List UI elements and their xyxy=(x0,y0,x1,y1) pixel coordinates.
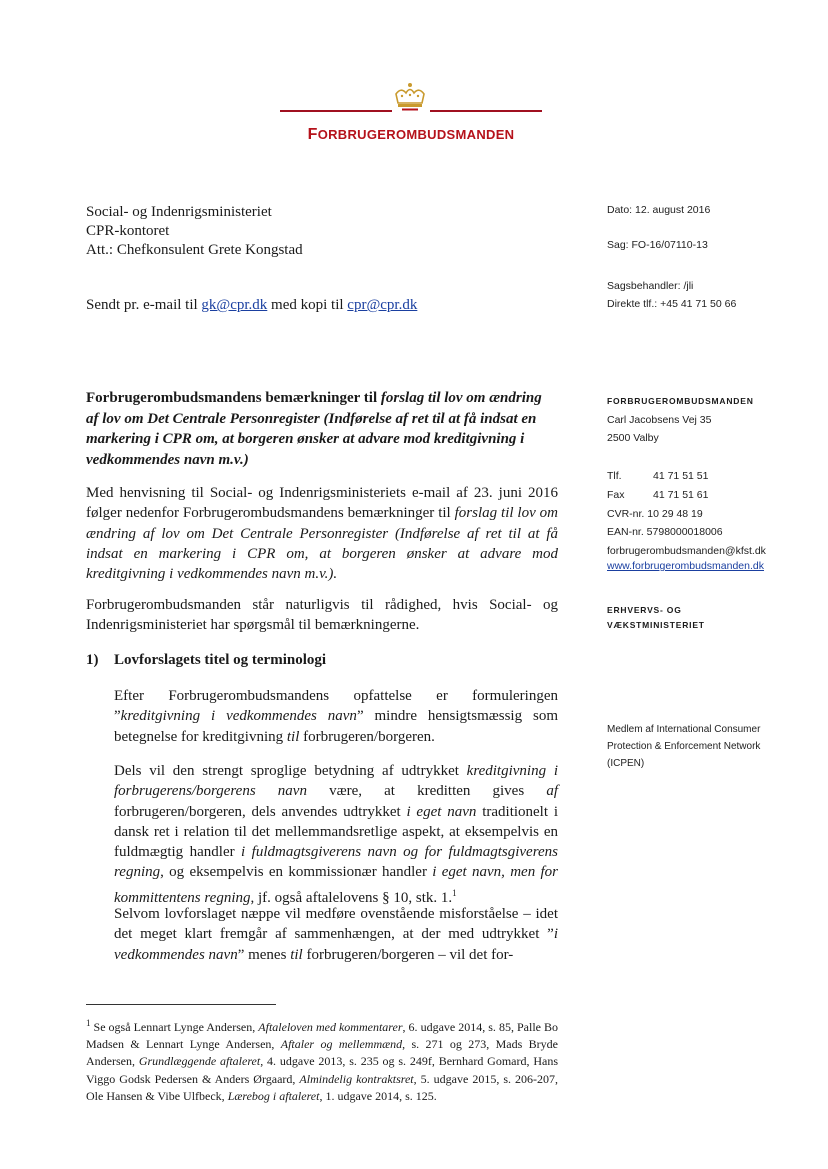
ministry-line-1: ERHVERVS- OG xyxy=(607,605,682,615)
paragraph-availability: Forbrugerombudsmanden står naturligvis til rådighed, hvis Social- og Indenrigsministeriet har spørgsmål til bemærkningerne. xyxy=(86,597,558,634)
ministry-line-2: VÆKSTMINISTERIET xyxy=(607,620,705,630)
recipient-line-2: CPR-kontoret xyxy=(86,223,170,239)
recipient-line-3: Att.: Chefkonsulent Grete Kongstad xyxy=(86,242,303,258)
forbrugerombudsmanden-logo xyxy=(280,82,542,152)
logo-rule-right xyxy=(430,110,542,112)
org-fax: Fax 41 71 51 61 xyxy=(607,489,709,501)
date: Dato: 12. august 2016 xyxy=(607,204,711,216)
recipient-line-1: Social- og Indenrigsministeriet xyxy=(86,204,272,220)
logo-rule-left xyxy=(280,110,392,112)
footnote-1: $^1$ Se også Lennart Lynge Andersen, Aftaleloven med kommentarer, 6. udgave 2014, s. 85, Palle Bo Madsen & Lennart Lynge Andersen, Aftaler og mellemmænd, s. 271 og 273, Mads Bryde Andersen, Grundlæggende aftaleret, 4. udgave 2013, s. 235 og s. 249f, Bernhard Gomard, Hans Viggo Godsk Pedersen & Anders Ørgaard, Almindelig kontraktsret, 5. udgave 2015, s. 206-207, Ole Hansen & Vibe Ulfbeck, Lærebog i aftaleret, 1. udgave 2014, s. 125. xyxy=(86,1018,559,1103)
letter-title: Forbrugerombudsmandens bemærkninger til forslag til lov om ændring af lov om Det Centrale Personregister (Indførelse af ret til at få indsat en markering i CPR om, at borgeren ønsker at advare mod kreditgivning i vedkommendes navn m.v.) xyxy=(86,390,542,468)
case-number: Sag: FO-16/07110-13 xyxy=(607,239,708,251)
paragraph-reference: Med henvisning til Social- og Indenrigsministeriets e-mail af 23. juni 2016 følger nedenfor Forbrugerombudsmandens bemærkninger til forslag til lov om ændring af lov om Det Centrale Personregister (Indførelse af ret til at få indsat en markering i CPR om, at borgeren ønsker at advare mod kreditgivning i vedkommendes navn m.v.). xyxy=(86,485,558,583)
org-email: forbrugerombudsmanden@kfst.dk xyxy=(607,545,766,557)
org-cvr: CVR-nr. 10 29 48 19 xyxy=(607,508,703,520)
org-name: FORBRUGEROMBUDSMANDEN xyxy=(607,396,754,406)
recipient-address xyxy=(86,203,303,260)
org-ean: EAN-nr. 5798000018006 xyxy=(607,526,723,538)
footnote-ref: 1 xyxy=(452,887,457,898)
icpen-line-3: (ICPEN) xyxy=(607,758,645,769)
section-heading-1: 1) Lovforslagets titel og terminologi xyxy=(86,652,327,668)
org-phone: Tlf. 41 71 51 51 xyxy=(607,470,709,482)
email-link-cpr[interactable]: cpr@cpr.dk xyxy=(347,297,418,313)
org-street: Carl Jacobsens Vej 35 xyxy=(607,414,712,426)
org-city: 2500 Valby xyxy=(607,432,659,444)
crown-icon xyxy=(392,82,428,112)
paragraph-misunderstanding: Selvom lovforslaget næppe vil medføre ovenstående misforståelse – idet det meget klart fremgår af sammenhængen, at der med udtrykket ”i vedkommendes navn” menes til forbrugeren/borgeren – vil det for- xyxy=(114,906,558,963)
email-link-gk[interactable]: gk@cpr.dk xyxy=(201,297,268,313)
org-website-link[interactable]: www.forbrugerombudsmanden.dk xyxy=(607,560,764,572)
paragraph-terminology: Efter Forbrugerombudsmandens opfattelse er formuleringen ”kreditgivning i vedkommendes navn” mindre hensigtsmæssig som betegnelse for kreditgivning til forbrugeren/borgeren. xyxy=(114,688,558,745)
icpen-line-1: Medlem af International Consumer xyxy=(607,724,761,735)
sent-by-email-line: Sendt pr. e-mail til gk@cpr.dk med kopi til cpr@cpr.dk xyxy=(86,297,418,313)
brand-wordmark: FORBRUGEROMBUDSMANDEN xyxy=(307,126,515,143)
case-handler: Sagsbehandler: /jli xyxy=(607,280,694,292)
paragraph-meaning: Dels vil den strengt sproglige betydning af udtrykket kreditgivning i forbrugerens/borgerens navn være, at kreditten gives af forbrugeren/borgeren, dels anvendes udtrykket i eget navn traditionelt i dansk ret i relation til det mellemmandsretlige aspekt, at eksempelvis en fuldmægtig handler i fuldmagtsgiverens navn og for fuldmagtsgiverens regning, og eksempelvis en kommissionær handler i eget navn, men for kommittentens regning, jf. også aftalelovens § 10, stk. 1.$^1$ xyxy=(114,763,558,906)
footnote-divider xyxy=(86,1004,276,1005)
direct-phone: Direkte tlf.: +45 41 71 50 66 xyxy=(607,298,737,310)
icpen-line-2: Protection & Enforcement Network xyxy=(607,741,761,752)
